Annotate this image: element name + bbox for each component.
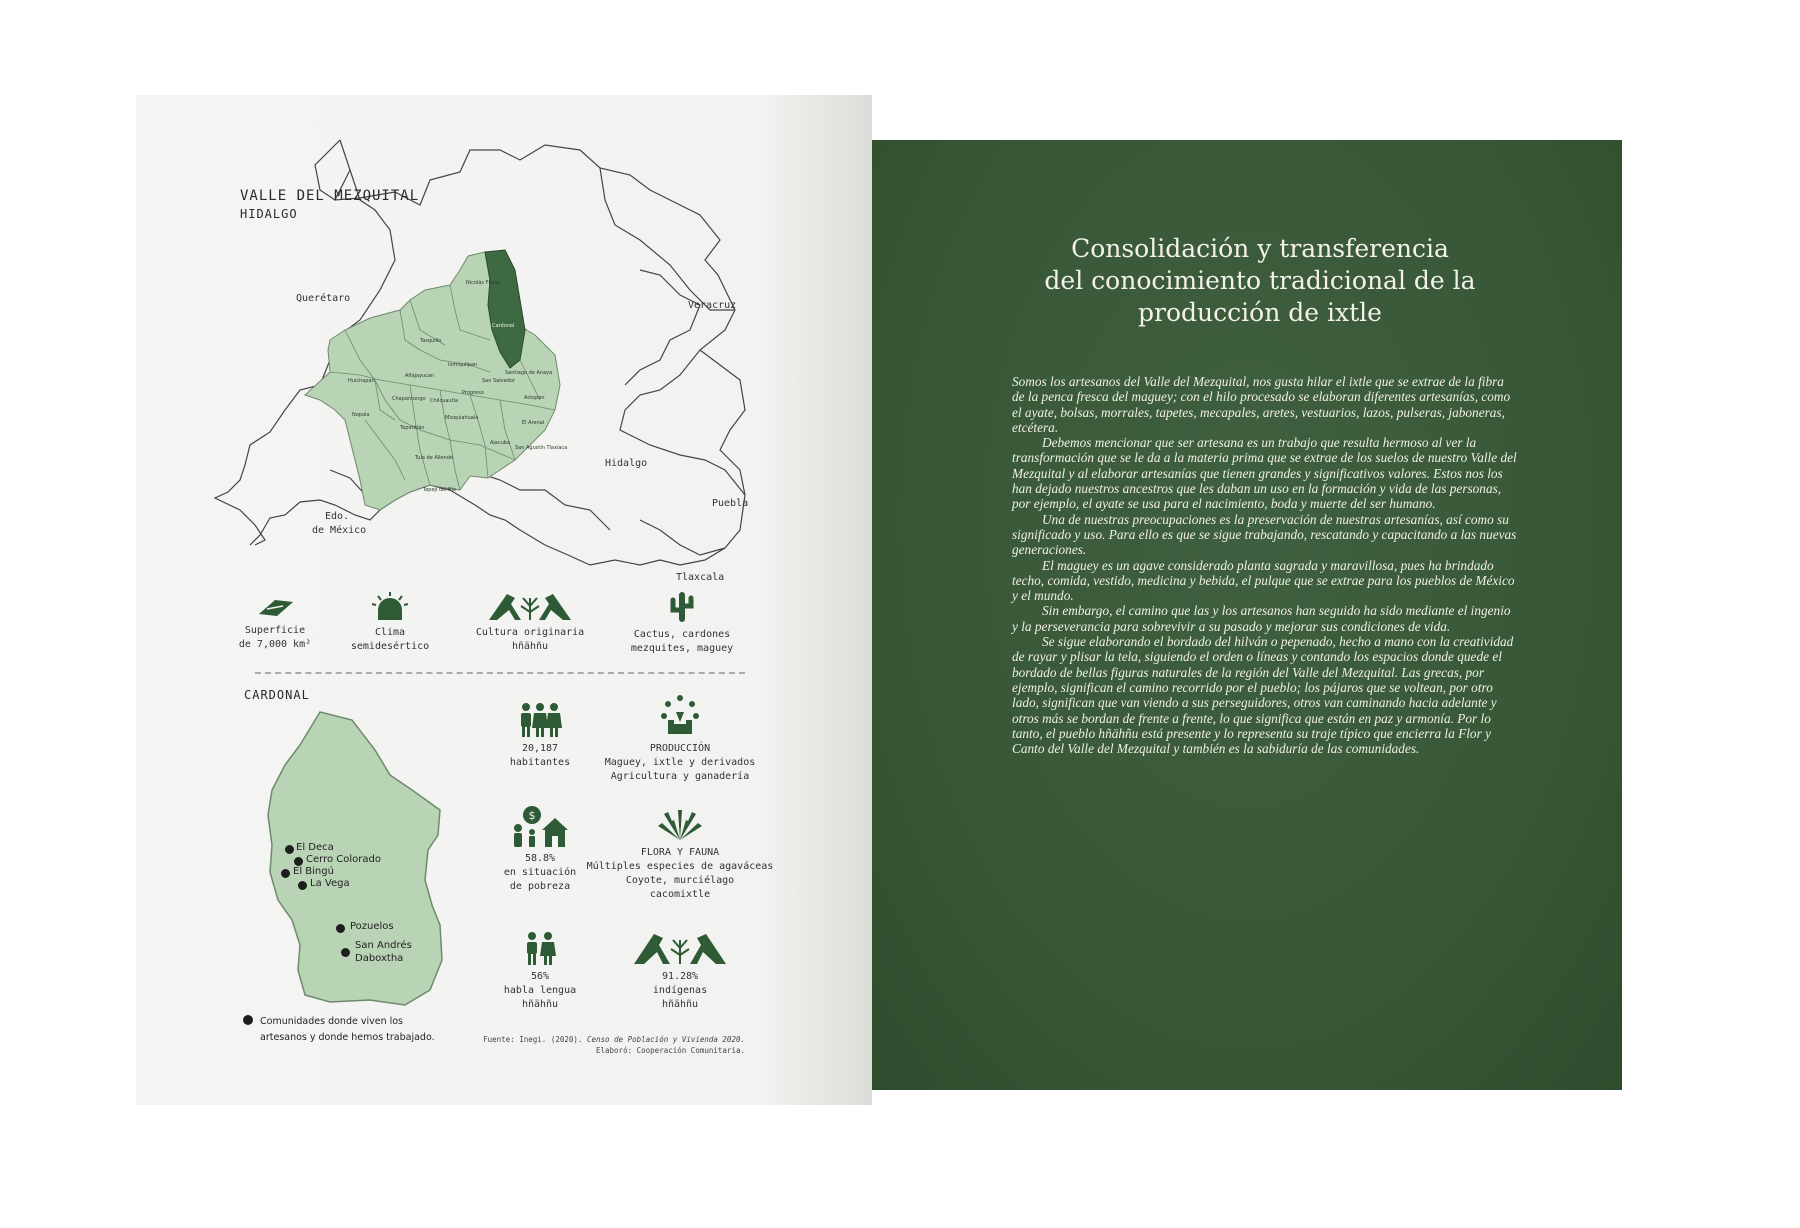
- source-credit: Elaboró: Cooperación Comunitaria.: [595, 1046, 745, 1055]
- community-label: Pozuelos: [350, 921, 394, 932]
- title-line: producción de ixtle: [1138, 298, 1382, 327]
- stat-lengua: [470, 932, 610, 1012]
- community-label: La Vega: [310, 878, 350, 889]
- legend-line: Comunidades donde viven los: [260, 1016, 404, 1027]
- label-tlaxcala: Tlaxcala: [676, 572, 725, 583]
- label-veracruz: Veracruz: [688, 300, 737, 311]
- stat-label: Superficie: [244, 625, 306, 636]
- stat-line: FLORA Y FAUNA: [640, 847, 720, 858]
- muni-label: Tasquillo: [420, 338, 442, 344]
- cardonal-title: CARDONAL: [244, 688, 310, 702]
- stat-line: 20,187: [521, 743, 559, 754]
- indigenous-icon: [632, 930, 728, 966]
- stat-label: hñähñu: [511, 641, 549, 652]
- stat-indigenas: [610, 930, 750, 1012]
- couple-icon: [523, 932, 557, 966]
- paragraph: Debemos mencionar que ser artesana es un trabajo que resulta hermoso al ver la transformación que se le da a la materia prima que se extrae de los suelos de nuestro Valle del Mezquital y al elaborar artesanías que tienen grandes y significativos valores. Estos nos los han dejado nuestros ancestros que les daban un uso en la formación y vida de las personas, por ejemplo, el ayate se usa para el nacimiento, boda y muerte del ser humano.: [1012, 435, 1517, 512]
- label-edomex-1: Edo.: [325, 511, 350, 522]
- legend-dot: [243, 1015, 253, 1025]
- map-subtitle: HIDALGO: [240, 207, 298, 221]
- stat-line: Coyote, murciélago: [625, 875, 735, 886]
- muni-label: Cardonal: [492, 323, 515, 329]
- people-icon: [516, 702, 564, 738]
- stat-line: Agricultura y ganadería: [610, 771, 750, 782]
- source-text: Fuente: Inegi. (2020).: [483, 1035, 587, 1044]
- muni-label: Mixquiahuala: [445, 415, 479, 421]
- stat-line: de pobreza: [509, 881, 571, 892]
- community-label: El Bingú: [293, 866, 334, 877]
- stat-label: mezquites, maguey: [630, 643, 734, 654]
- muni-label: Nicolás Flores: [466, 280, 501, 286]
- stat-line: Maguey, ixtle y derivados: [604, 757, 756, 768]
- stat-label: Cactus, cardones: [633, 629, 731, 640]
- source-title: Censo de Población y Vivienda 2020.: [586, 1035, 745, 1044]
- page-title: [980, 233, 1540, 329]
- muni-label: Ajacuba: [490, 440, 511, 446]
- community-dot: [281, 869, 290, 878]
- community-label: El Deca: [296, 842, 334, 853]
- muni-label: Chapantongo: [392, 396, 426, 402]
- stat-label: Clima: [374, 627, 406, 638]
- muni-label: Ixmiquilpan: [448, 362, 478, 368]
- paragraph: El maguey es un agave considerado planta sagrada y maravillosa, pues ha brindado techo, comida, vestido, medicina y bebida, el pulque que se extrae para los pueblos de México y el mundo.: [1012, 557, 1515, 604]
- title-line: del conocimiento tradicional de la: [1044, 266, 1476, 295]
- community-label: San Andrés: [355, 940, 412, 951]
- stat-line: habitantes: [509, 757, 571, 768]
- muni-label: San Salvador: [482, 378, 515, 384]
- muni-label: Alfajayucan: [405, 373, 435, 379]
- muni-label: Santiago de Anaya: [505, 370, 553, 376]
- label-puebla: Puebla: [712, 498, 749, 509]
- muni-label: Progreso: [462, 390, 484, 396]
- community-dot: [341, 948, 350, 957]
- poverty-icon: [510, 806, 570, 848]
- community-dot: [298, 881, 307, 890]
- stat-line: cacomixtle: [649, 889, 711, 900]
- legend-text: [260, 1014, 435, 1046]
- stat-line: Múltiples especies de agaváceas: [586, 861, 774, 872]
- stat-flora: [580, 806, 780, 902]
- stat-line: hñähñu: [661, 999, 699, 1010]
- label-edomex-2: de México: [312, 525, 367, 536]
- stat-produccion: [590, 694, 770, 784]
- muni-label: Tepeji del Río: [423, 487, 457, 493]
- paragraph: Se sigue elaborando el bordado del hilván o pepenado, hecho a mano con la creatividad de rayar y plisar la tela, siguiendo el orden o líneas y contando los espacios donde quede el bordado de bellas figuras naturales de la región del Valle del Mezquital. Las grecas, por ejemplo, significan el camino recorrido por el pueblo; los pájaros que se voltean, por otro lado, significan que van viendo a sus perseguidores, otros van caminando hacia adelante y otros más se bordan de frente a frente, lo que significa que están en paz y armonía. Por lo tanto, el pueblo hñähñu está presente y lo representa su traje típico que encierra la Flor y Canto del Valle del Mezquital y también es la sabiduría de las comunidades.: [1012, 634, 1514, 757]
- stat-label: de 7,000 km²: [238, 639, 312, 650]
- community-dot: [336, 924, 345, 933]
- source-note: [440, 1034, 745, 1056]
- label-hidalgo: Hidalgo: [605, 458, 648, 469]
- paragraph: Somos los artesanos del Valle del Mezquital, nos gusta hilar el ixtle que se extrae de la fibra de la penca fresca del maguey; con el hilo procesado se elaboran diferentes artesanías, como el ayate, bolsas, morrales, tapetes, mecapales, aretes, vestuarios, lazos, pulseras, jaboneras, etcétera.: [1012, 374, 1511, 435]
- body-text: [1012, 374, 1517, 756]
- stat-line: hñähñu: [521, 999, 559, 1010]
- muni-label: Chilcuautla: [430, 398, 459, 404]
- community-label: Cerro Colorado: [306, 854, 381, 865]
- stat-line: indígenas: [652, 985, 708, 996]
- map-title: VALLE DEL MEZQUITAL: [240, 188, 420, 204]
- stat-line: 58.8%: [524, 853, 556, 864]
- muni-label: Huichapan: [348, 378, 375, 384]
- title-line: Consolidación y transferencia: [1071, 234, 1449, 263]
- stat-line: PRODUCCIÓN: [649, 743, 711, 754]
- community-dot: [285, 845, 294, 854]
- paragraph: Una de nuestras preocupaciones es la preservación de nuestras artesanías, así como su significado y uso. Para ello es que se sigue trabajando, rescatando y capacitando a las nuevas generaciones.: [1012, 511, 1517, 558]
- community-dot: [294, 857, 303, 866]
- stat-line: en situación: [503, 867, 577, 878]
- muni-label: Actopan: [524, 395, 545, 401]
- svg-text:$: $: [528, 809, 536, 822]
- muni-label: El Arenal: [522, 420, 545, 426]
- muni-label: Nopala: [352, 412, 370, 418]
- stat-label: Cultura originaria: [475, 627, 585, 638]
- muni-label: Tepetitlán: [400, 425, 425, 431]
- label-queretaro: Querétaro: [296, 293, 351, 304]
- community-label: Daboxtha: [355, 953, 404, 964]
- stat-line: 91.28%: [661, 971, 699, 982]
- stat-line: habla lengua: [503, 985, 577, 996]
- stat-label: semidesértico: [350, 641, 430, 652]
- legend-line: artesanos y donde hemos trabajado.: [260, 1032, 435, 1043]
- paragraph: Sin embargo, el camino que las y los artesanos han seguido ha sido mediante el ingenio y la perseverancia para sobrevivir a su pasado y mejorar sus condiciones de vida.: [1012, 603, 1511, 634]
- production-icon: [660, 694, 700, 738]
- muni-label: Tula de Allende: [415, 455, 454, 461]
- agave-icon: [658, 806, 702, 842]
- muni-label: San Agustín Tlaxiaca: [515, 445, 568, 451]
- stat-habitantes: [470, 702, 610, 770]
- stat-line: 56%: [530, 971, 550, 982]
